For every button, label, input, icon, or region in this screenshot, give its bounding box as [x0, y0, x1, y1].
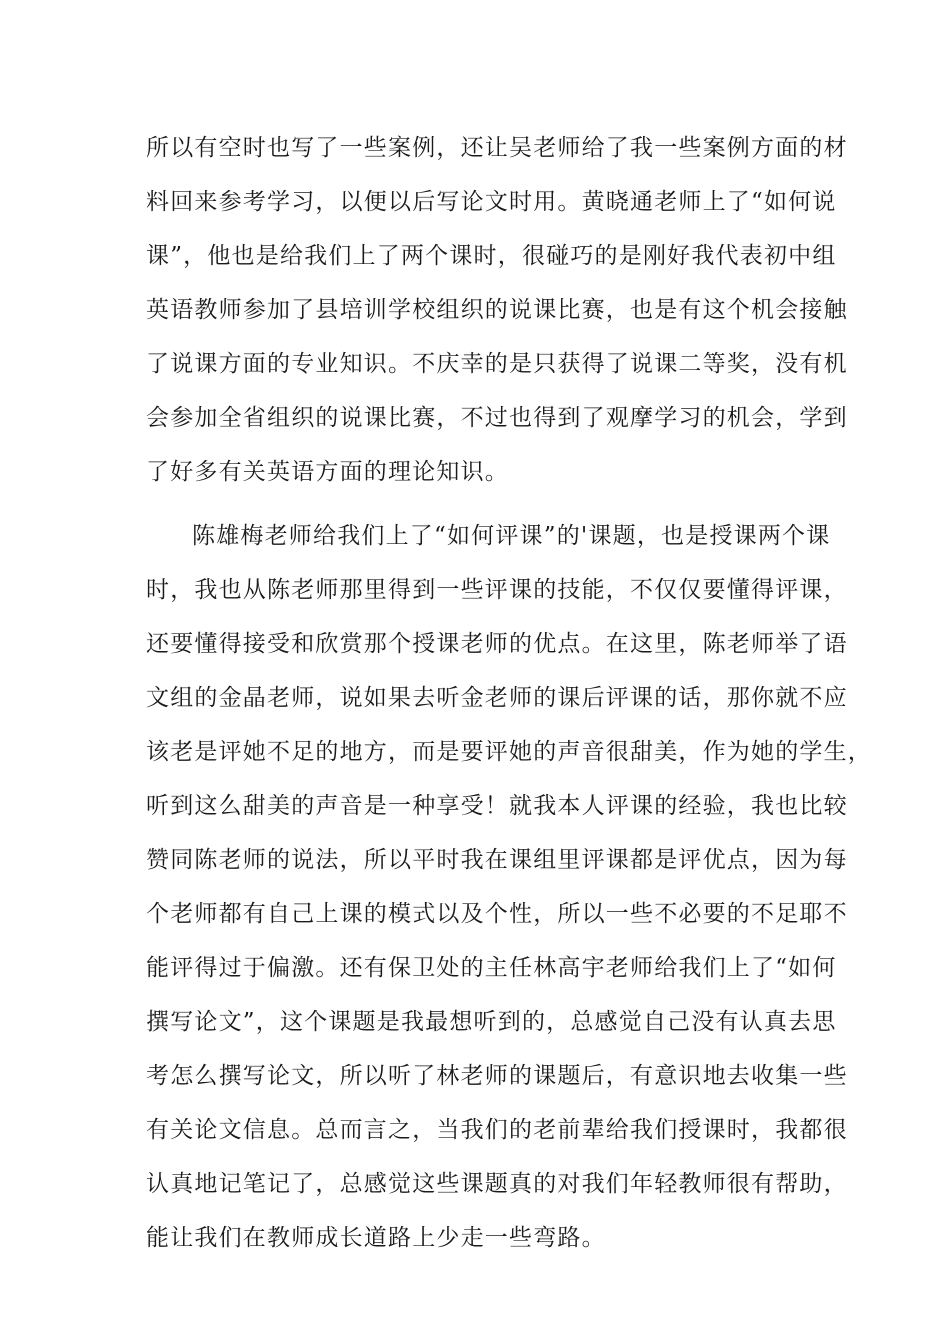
- text-line: 该老是评她不足的地方，而是要评她的声音很甜美，作为她的学生，: [146, 739, 872, 765]
- text-line: 能让我们在教师成长道路上少走一些弯路。: [146, 1225, 606, 1251]
- text-line: 听到这么甜美的声音是一种享受！就我本人评课的经验，我也比较: [146, 793, 848, 819]
- text-line: 时，我也从陈老师那里得到一些评课的技能，不仅仅要懂得评课，: [146, 577, 848, 603]
- text-line: 文组的金晶老师，说如果去听金老师的课后评课的话，那你就不应: [146, 685, 848, 711]
- text-line: 撰写论文”，这个课题是我最想听到的，总感觉自己没有认真去思: [146, 1009, 837, 1035]
- paragraph-1: [146, 121, 848, 499]
- text-line: 英语教师参加了县培训学校组织的说课比赛，也是有这个机会接触: [146, 297, 848, 323]
- text-line: 个老师都有自己上课的模式以及个性，所以一些不必要的不足耶不: [146, 901, 848, 927]
- text-line: 了好多有关英语方面的理论知识。: [146, 459, 509, 485]
- text-line: 还要懂得接受和欣赏那个授课老师的优点。在这里，陈老师举了语: [146, 631, 848, 657]
- text-line: 认真地记笔记了，总感觉这些课题真的对我们年轻教师很有帮助，: [146, 1171, 848, 1197]
- text-line: 赞同陈老师的说法，所以平时我在课组里评课都是评优点，因为每: [146, 847, 848, 873]
- text-line: 会参加全省组织的说课比赛，不过也得到了观摩学习的机会，学到: [146, 405, 848, 431]
- text-line: 料回来参考学习，以便以后写论文时用。黄晓通老师上了“如何说: [146, 189, 837, 215]
- text-line: 陈雄梅老师给我们上了“如何评课”的'课题，也是授课两个课: [192, 523, 831, 549]
- document-body: [146, 121, 872, 1265]
- text-line: 所以有空时也写了一些案例，还让吴老师给了我一些案例方面的材: [146, 135, 848, 161]
- text-line: 考怎么撰写论文，所以听了林老师的课题后，有意识地去收集一些: [146, 1063, 848, 1089]
- text-line: 了说课方面的专业知识。不庆幸的是只获得了说课二等奖，没有机: [146, 351, 848, 377]
- text-line: 课”，他也是给我们上了两个课时，很碰巧的是刚好我代表初中组: [146, 243, 837, 269]
- paragraph-2: [146, 509, 872, 1265]
- text-line: 有关论文信息。总而言之，当我们的老前辈给我们授课时，我都很: [146, 1117, 848, 1143]
- paragraph-spacer: [146, 499, 806, 509]
- text-line: 能评得过于偏激。还有保卫处的主任林高宇老师给我们上了“如何: [146, 955, 837, 981]
